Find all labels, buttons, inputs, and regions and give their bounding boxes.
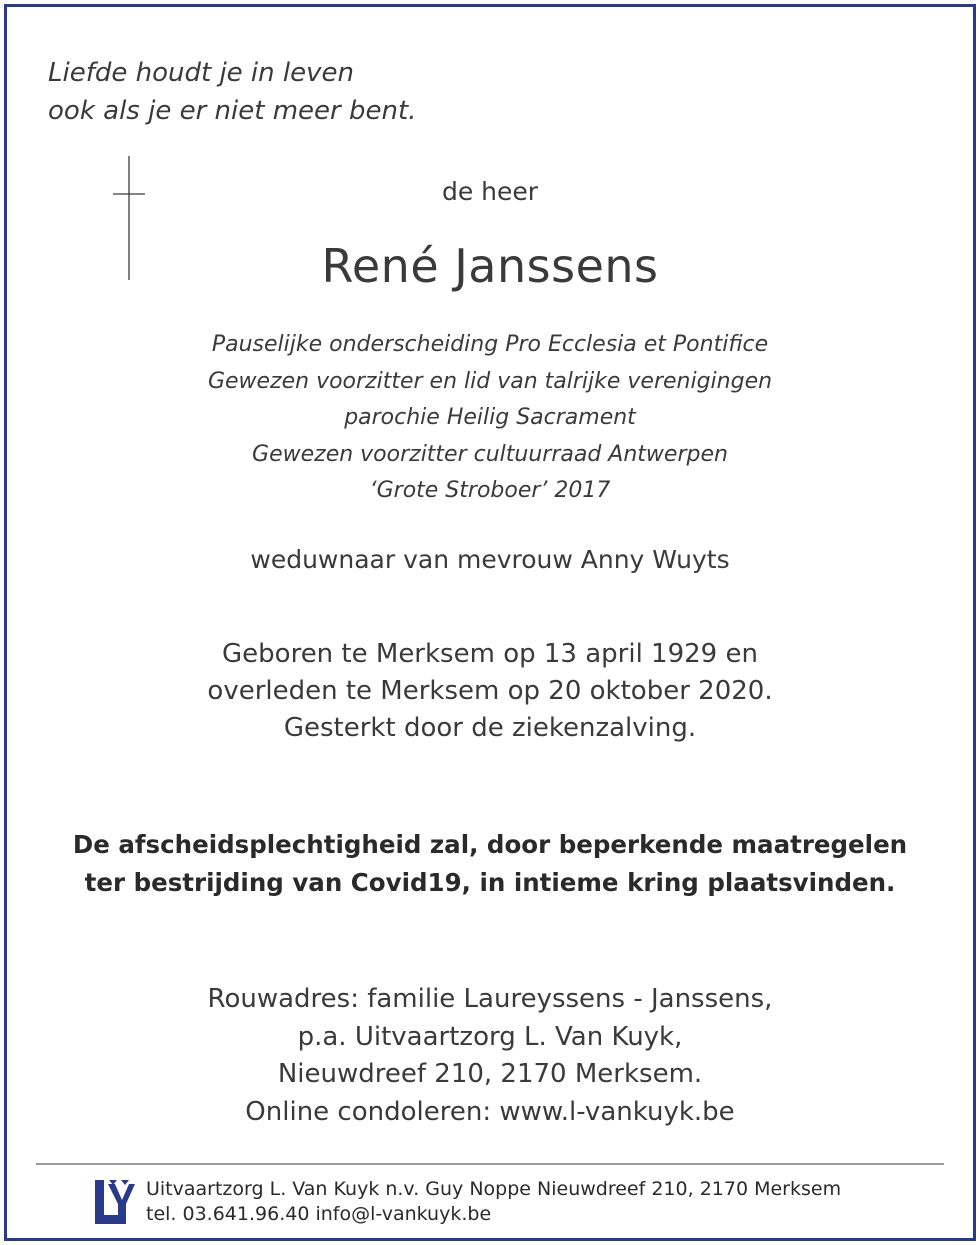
address-line: Nieuwdreef 210, 2170 Merksem.	[277, 1059, 703, 1089]
deceased-name: René Janssens	[321, 239, 659, 293]
footer-company-line: Uitvaartzorg L. Van Kuyk n.v. Guy Noppe Nieuwdreef 210, 2170 Merksem	[146, 1178, 842, 1200]
death-line: overleden te Merksem op 20 oktober 2020.	[207, 676, 773, 706]
honor-line: Gewezen voorzitter en lid van talrijke verenigingen	[207, 368, 773, 394]
condolence-line: Online condoleren: www.l-vankuyk.be	[245, 1096, 735, 1127]
widower-line: weduwnaar van mevrouw Anny Wuyts	[250, 545, 730, 574]
mourning-address	[0, 981, 980, 1131]
notice-line: ter bestrijding van Covid19, in intieme kring plaatsvinden.	[84, 868, 896, 897]
address-line: p.a. Uitvaartzorg L. Van Kuyk,	[297, 1021, 683, 1052]
footer-divider	[36, 1163, 944, 1165]
birth-line: Geboren te Merksem op 13 april 1929 en	[222, 639, 758, 669]
honor-line: Gewezen voorzitter cultuurraad Antwerpen	[252, 441, 728, 467]
footer-contact	[146, 1177, 841, 1227]
footer-contact-line: tel. 03.641.96.40 info@l-vankuyk.be	[146, 1203, 492, 1225]
address-line: Rouwadres: familie Laureyssens - Janssens,	[207, 984, 773, 1014]
sacrament-line: Gesterkt door de ziekenzalving.	[283, 713, 697, 743]
honors-list	[0, 327, 980, 510]
notice-line: De afscheidsplechtigheid zal, door beperkende maatregelen	[72, 830, 908, 859]
honor-line: Pauselijke onderscheiding Pro Ecclesia et Pontifice	[211, 332, 769, 357]
title-prefix: de heer	[441, 177, 539, 206]
life-dates	[0, 636, 980, 747]
honor-line: ‘Grote Stroboer’ 2017	[369, 478, 611, 503]
opening-quote	[48, 54, 416, 130]
honor-line: parochie Heilig Sacrament	[344, 405, 636, 430]
quote-line-2: ook als je er niet meer bent.	[48, 96, 417, 126]
ceremony-notice	[0, 826, 980, 902]
vankuyk-logo-icon	[95, 1180, 135, 1224]
quote-line-1: Liefde houdt je in leven	[48, 58, 354, 88]
